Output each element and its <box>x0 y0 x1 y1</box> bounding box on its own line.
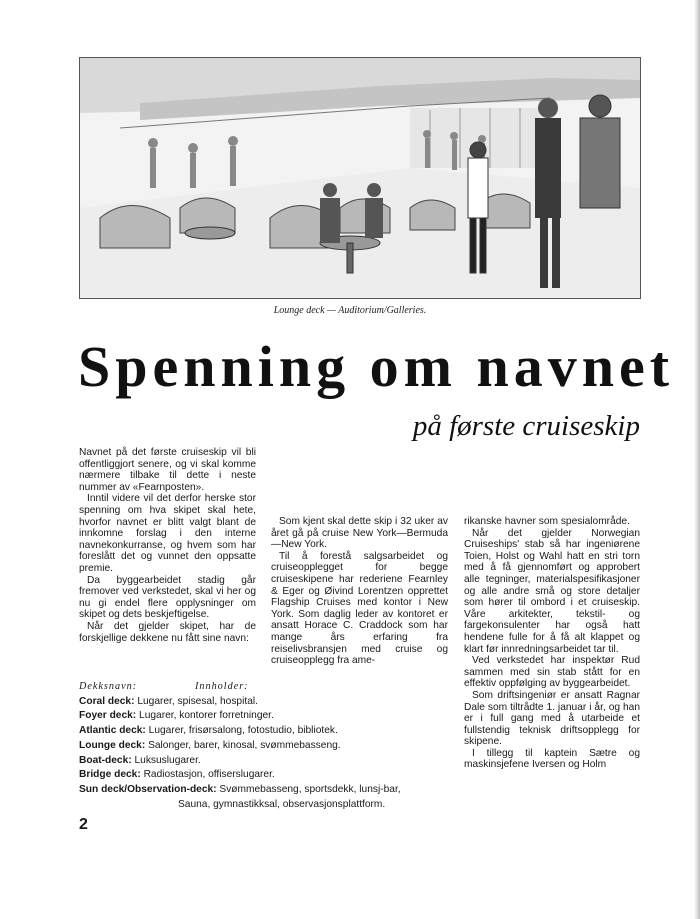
deck-content: Salonger, barer, kinosal, svømmebasseng. <box>148 739 341 751</box>
deck-name: Boat-deck: <box>79 754 132 766</box>
deck-row <box>79 754 449 769</box>
scan-edge <box>694 0 700 919</box>
paragraph: Som kjent skal dette skip i 32 uker av året gå på cruise New York—Bermuda—New York. <box>271 516 448 551</box>
deck-row <box>79 783 449 798</box>
deck-list <box>79 680 449 812</box>
deck-row <box>79 695 449 710</box>
deck-row <box>79 709 449 724</box>
image-caption: Lounge deck — Auditorium/Galleries. <box>273 305 427 316</box>
deck-row <box>79 724 449 739</box>
paragraph: Når det gjelder Norwegian Cruiseships' stab så har ingeniørene Toien, Holst og Wahl hatt en stri torn med å få gjennomført og approbert alle tegninger, materialspesifikasjoner og alle andre små og store detaljer som hører til ombord i et cruiseskip. Våre arkitekter, tekstil- og fargekonsulenter har også hatt hendene fulle for å få alt klappet og klart før innredningsarbeidet tar til. <box>464 527 640 655</box>
deck-list-header <box>79 680 449 695</box>
text-column-3 <box>464 516 640 771</box>
deck-name: Foyer deck: <box>79 710 137 722</box>
deck-row <box>79 768 449 783</box>
text-column-2 <box>271 516 448 667</box>
deck-name: Sun deck/Observation-deck: <box>79 783 217 795</box>
paragraph: Som driftsingeniør er ansatt Ragnar Dale som tiltrådte 1. januar i år, og han er i full gang med å utarbeide et fullstendig teknisk driftsopplegg for skipene. <box>464 689 640 748</box>
deck-content: Luksuslugarer. <box>134 754 201 766</box>
paragraph: Da byggearbeidet stadig går fremover ved verkstedet, skal vi her og nu gi endel flere opplysninger om skipet og dets beskjeftigelse. <box>79 574 256 621</box>
paragraph: rikanske havner som spesialområde. <box>464 516 630 527</box>
deck-name: Bridge deck: <box>79 769 141 781</box>
deck-name-header: Dekksnavn: <box>79 681 138 692</box>
paragraph: Til å forestå salgsarbeidet og cruiseopplegget for begge cruiseskipene har rederiene Fearnley & Eger og Øivind Lorentzen opprettet Flagship Cruises med kontor i New York. Som daglig leder av kontoret er ansatt Horace C. Craddock som har mange års erfaring fra reiselivsbransjen med cruise og cruiseopplegg fra ame- <box>271 550 448 667</box>
paragraph: Ved verkstedet har inspektør Rud sammen med sin stab stått for en effektiv oppfølging av byggearbeidet. <box>464 655 640 690</box>
page-number: 2 <box>79 816 88 833</box>
paragraph: Når det gjelder skipet, har de forskjellige dekkene nu fått sine navn: <box>79 620 256 644</box>
article-subtitle: på første cruiseskip <box>412 410 640 442</box>
article-title: Spenning om navnet <box>78 334 675 399</box>
lounge-illustration <box>79 57 641 299</box>
deck-content: Radiostasjon, offiserslugarer. <box>143 769 275 781</box>
deck-name: Atlantic deck: <box>79 725 146 737</box>
text-column-1 <box>79 447 256 644</box>
deck-name: Lounge deck: <box>79 739 146 751</box>
deck-content-header: Innholder: <box>195 681 249 692</box>
deck-content: Lugarer, kontorer forretninger. <box>139 710 274 722</box>
deck-continuation: Sauna, gymnastikksal, observasjonsplattform. <box>178 798 386 810</box>
deck-name: Coral deck: <box>79 695 135 707</box>
paragraph: Navnet på det første cruiseskip vil bli offentliggjort senere, og vi skal komme nærmere tilbake til dette i neste nummer av «Fearnposten». <box>79 447 256 493</box>
deck-content: Lugarer, frisørsalong, fotostudio, bibliotek. <box>148 725 338 737</box>
paragraph: I tillegg til kaptein Sætre og maskinsjefene Iversen og Holm <box>464 747 640 771</box>
deck-content: Lugarer, spisesal, hospital. <box>137 695 258 707</box>
paragraph: Inntil videre vil det derfor herske stor spenning om hva skipet skal hete, hvorfor navnet er blitt valgt blant de innkomne forslag i den interne navnekonkurranse, og hvem som har foreslått det og vunnet den oppsatte premie. <box>79 493 256 574</box>
deck-row <box>79 739 449 754</box>
deck-content: Svømmebasseng, sportsdekk, lunsj-bar, <box>219 783 401 795</box>
